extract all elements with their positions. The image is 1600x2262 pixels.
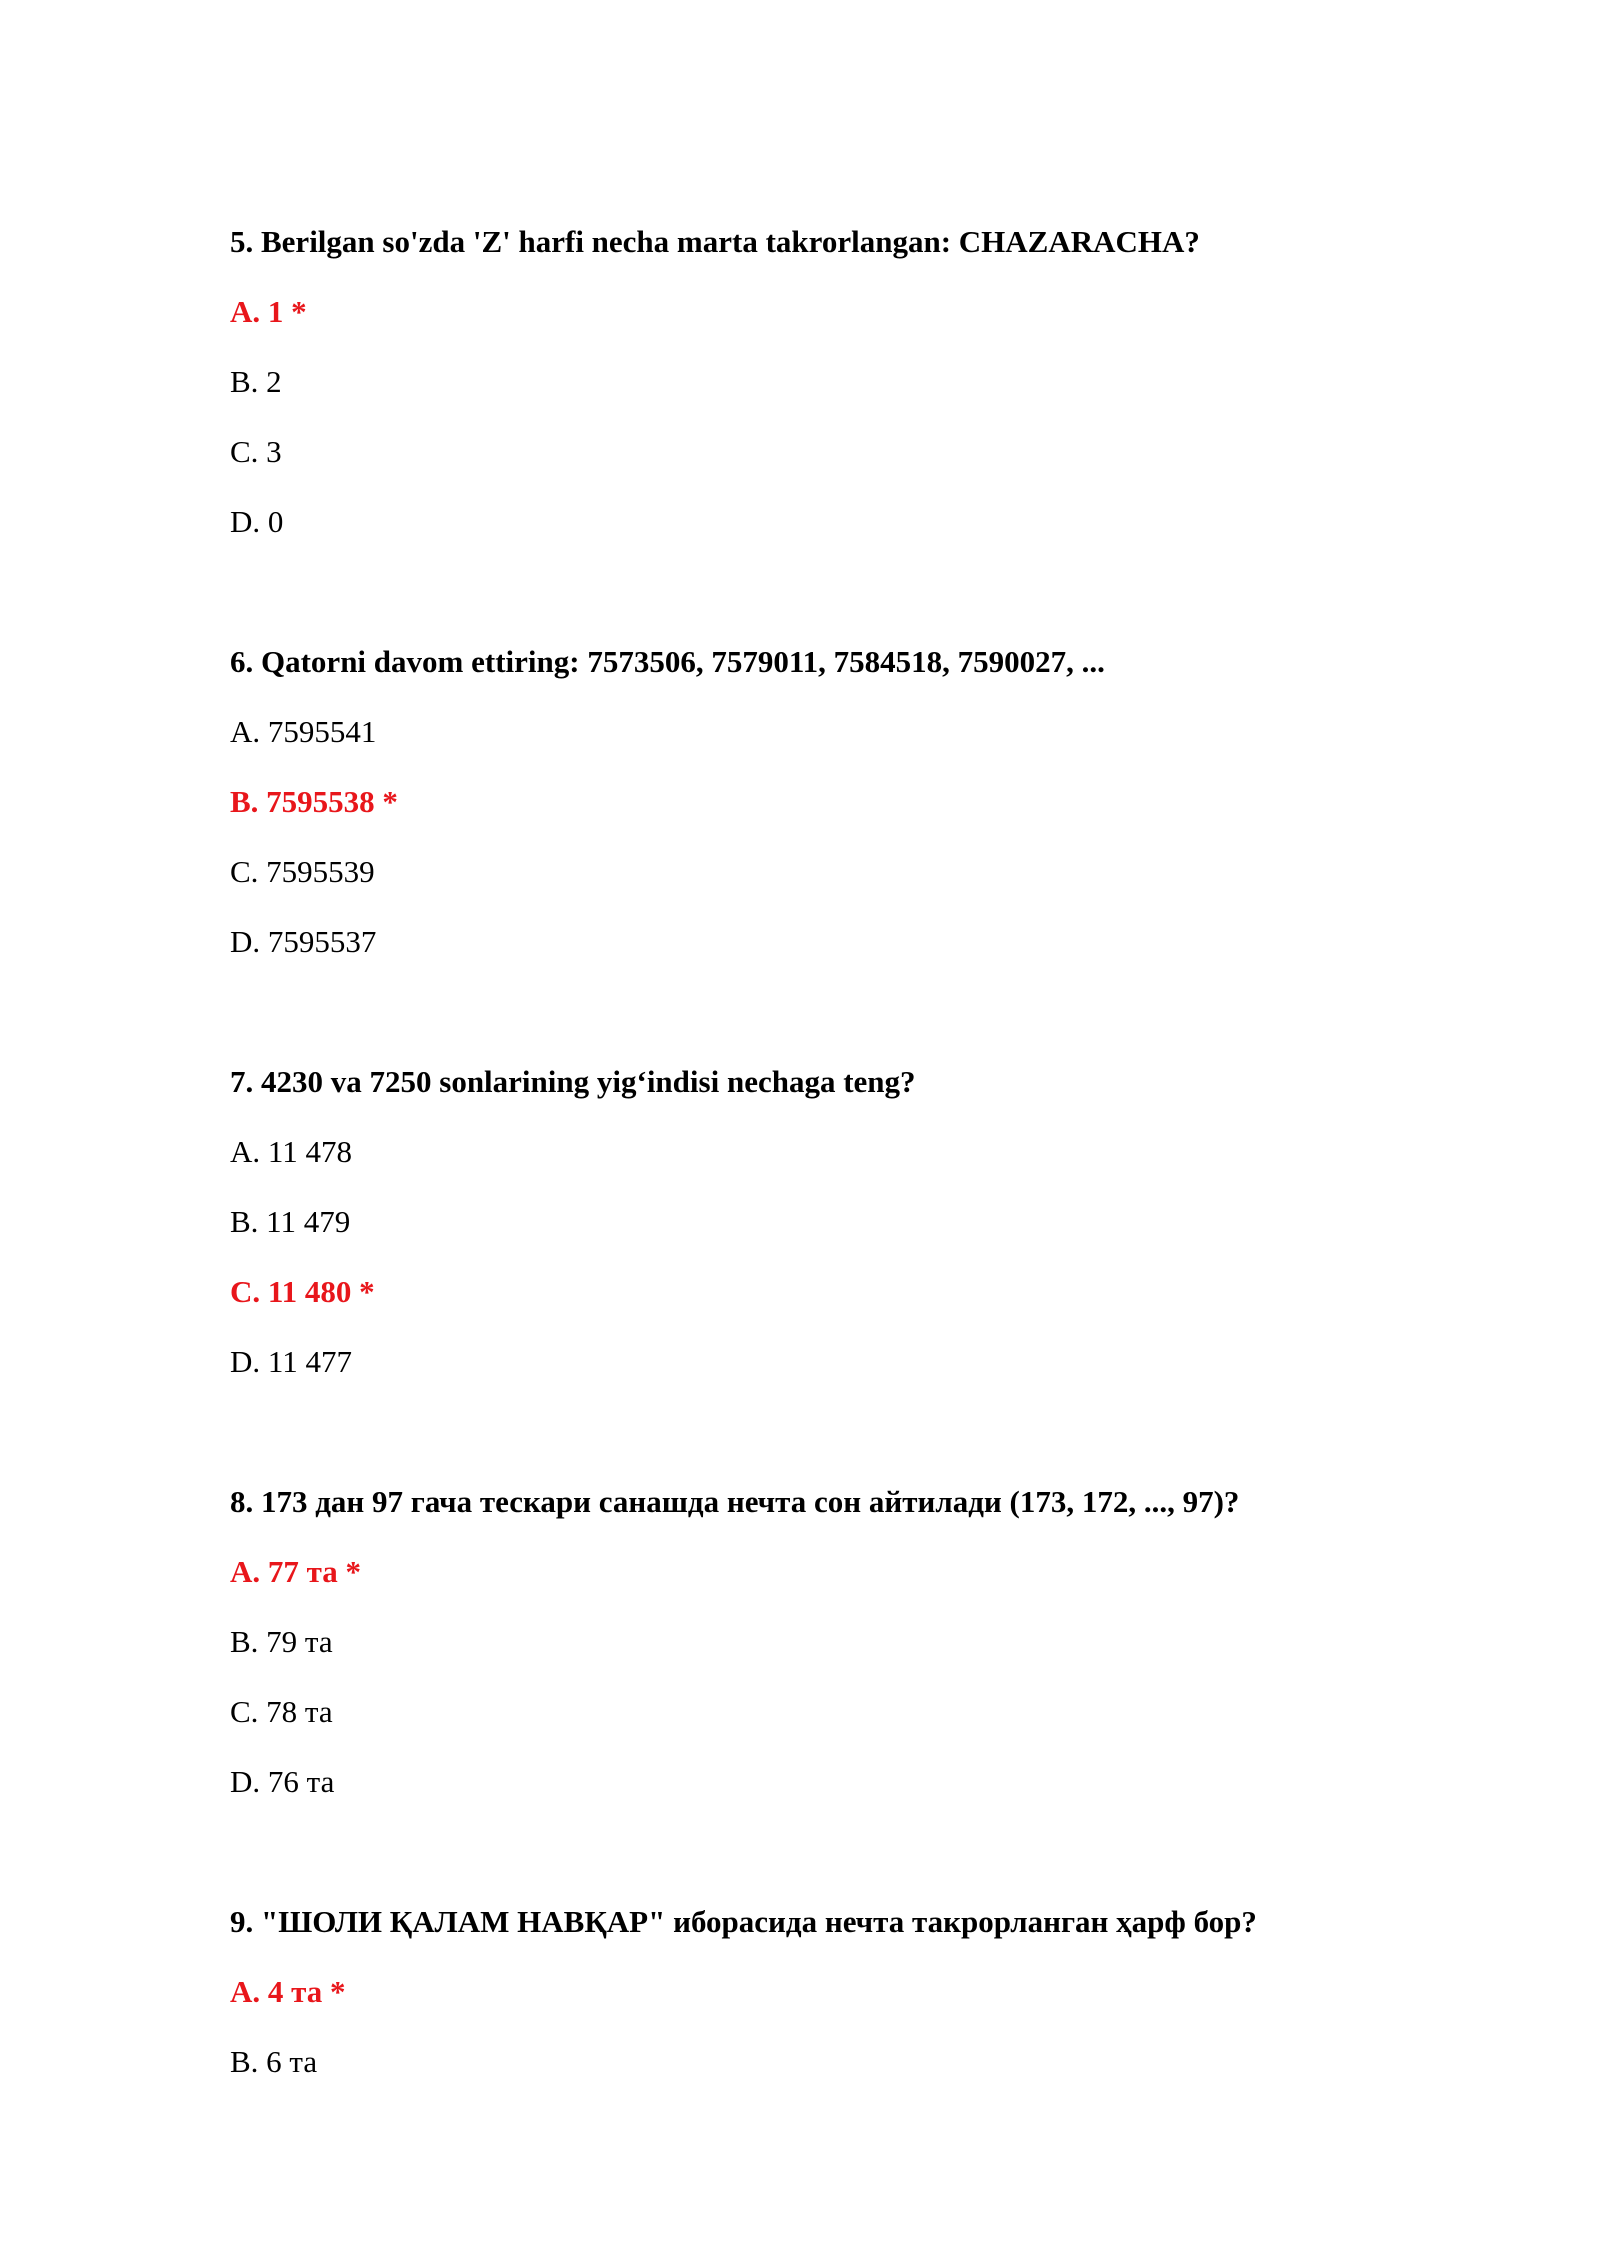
question-6 <box>230 642 1430 962</box>
question-text: 5. Berilgan so'zda 'Z' harfi necha marta takrorlangan: CHAZARACHA? <box>230 224 1200 259</box>
answer-option-b: B. 79 та <box>230 1624 333 1659</box>
answer-option-c: C. 11 480 * <box>230 1274 375 1309</box>
answer-option-b: B. 7595538 * <box>230 784 398 819</box>
answer-option-c: C. 3 <box>230 434 282 469</box>
answer-option-a: A. 7595541 <box>230 714 377 749</box>
answer-option-d: D. 7595537 <box>230 924 377 959</box>
answer-option-b: B. 6 та <box>230 2044 318 2079</box>
answer-option-d: D. 76 та <box>230 1764 335 1799</box>
question-text: 7. 4230 va 7250 sonlarining yig‘indisi nechaga teng? <box>230 1064 916 1099</box>
answer-option-b: B. 2 <box>230 364 282 399</box>
question-text: 8. 173 дан 97 гача тескари санашда нечта сон айтилади (173, 172, ..., 97)? <box>230 1484 1240 1519</box>
answer-option-a: A. 1 * <box>230 294 307 329</box>
answer-option-b: B. 11 479 <box>230 1204 351 1239</box>
answer-option-d: D. 11 477 <box>230 1344 352 1379</box>
question-9 <box>230 1902 1430 2082</box>
answer-option-c: C. 7595539 <box>230 854 375 889</box>
question-text: 9. "ШОЛИ ҚАЛАМ НАВҚАР" иборасида нечта такрорланган ҳарф бор? <box>230 1904 1257 1939</box>
question-5 <box>230 222 1430 542</box>
question-7 <box>230 1062 1430 1382</box>
question-8 <box>230 1482 1430 1802</box>
answer-option-a: A. 4 та * <box>230 1974 346 2009</box>
answer-option-d: D. 0 <box>230 504 284 539</box>
answer-option-c: C. 78 та <box>230 1694 333 1729</box>
answer-option-a: A. 77 та * <box>230 1554 361 1589</box>
answer-option-a: A. 11 478 <box>230 1134 352 1169</box>
question-text: 6. Qatorni davom ettiring: 7573506, 7579011, 7584518, 7590027, ... <box>230 644 1105 679</box>
